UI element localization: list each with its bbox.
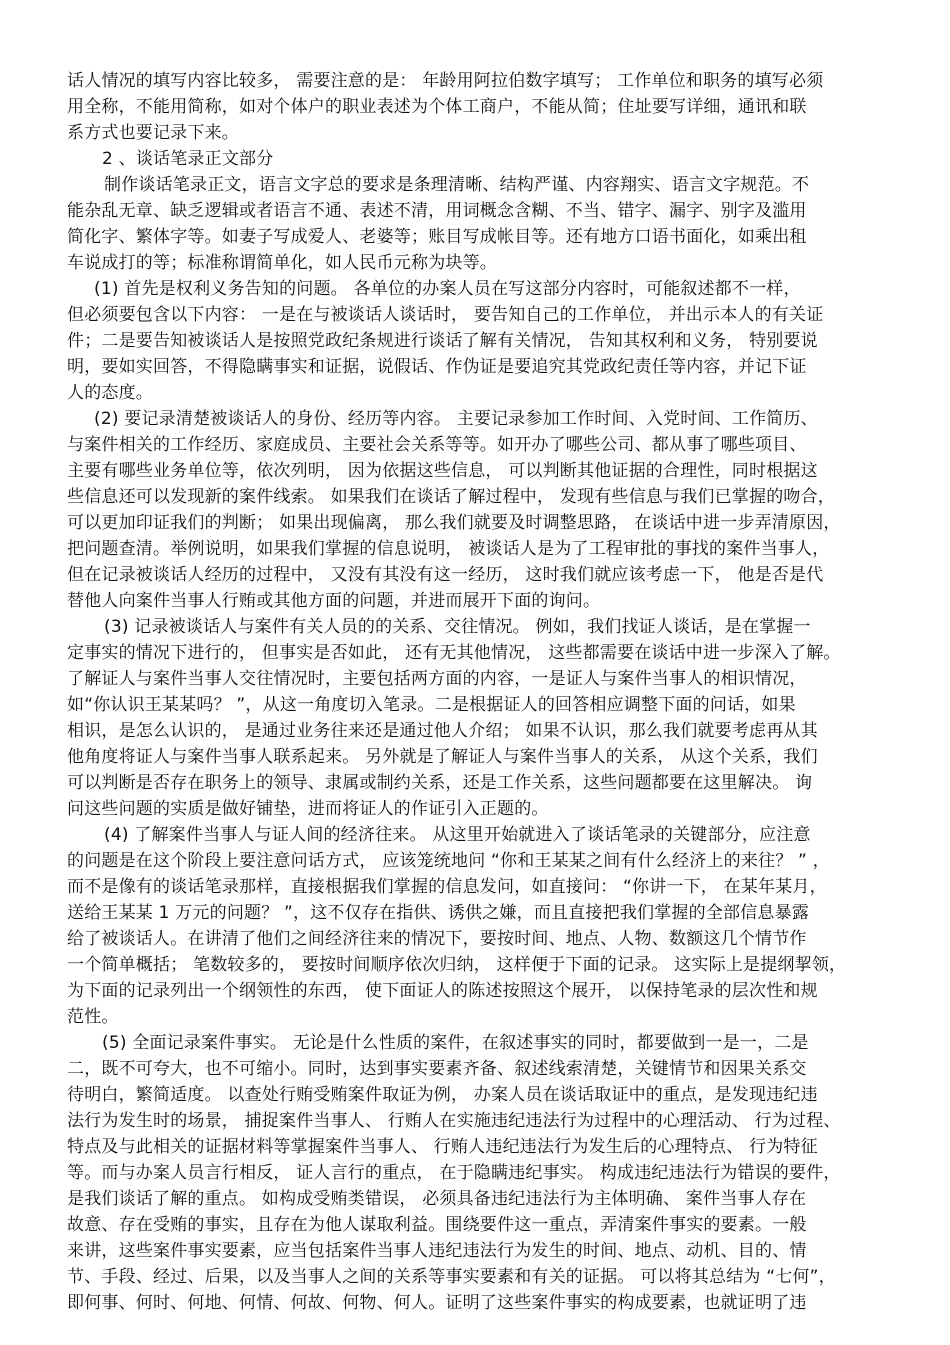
text-line: 能杂乱无章、缺乏逻辑或者语言不通、表述不清，用词概念含糊、不当、错字、漏字、别字及滥用	[67, 201, 807, 221]
text-line: 即何事、何时、何地、何情、何故、何物、何人。证明了这些案件事实的构成要素，也就证明了违	[67, 1293, 807, 1313]
text-line: 的问题是在这个阶段上要注意问话方式， 应该笼统地问 “你和王某某之间有什么经济上的来往？ ” ，	[67, 851, 830, 871]
text-line: 可以判断是否存在职务上的领导、隶属或制约关系，还是工作关系，这些问题都要在这里解决。 询	[67, 773, 813, 793]
text-line: 来讲，这些案件事实要素，应当包括案件当事人违纪违法行为发生的时间、地点、动机、目的、情	[67, 1241, 807, 1261]
text-line: 明，要如实回答，不得隐瞒事实和证据，说假话、作伪证是要追究其党政纪责任等内容，并记下证	[67, 357, 807, 377]
text-line: 简化字、繁体字等。如妻子写成爱人、老婆等；账目写成帐目等。还有地方口语书面化，如乘出租	[67, 227, 807, 247]
text-line: 把问题查清。举例说明，如果我们掌握的信息说明， 被谈话人是为了工程审批的事找的案件当事人，	[67, 539, 830, 559]
text-line: 制作谈话笔录正文，语言文字总的要求是条理清晰、结构严谨、内容翔实、语言文字规范。不	[104, 175, 810, 195]
text-line: 与案件相关的工作经历、家庭成员、主要社会关系等等。如开办了哪些公司、都从事了哪些项目、	[67, 435, 807, 455]
text-line: 等。而与办案人员言行相反， 证人言行的重点， 在于隐瞒违纪事实。 构成违纪违法行为错误的要件，	[67, 1163, 841, 1183]
text-line: 可以更加印证我们的判断； 如果出现偏离， 那么我们就要及时调整思路， 在谈话中进一步弄清原因，	[67, 513, 841, 533]
text-line: (4) 了解案件当事人与证人间的经济往来。 从这里开始就进入了谈话笔录的关键部分，应注意	[104, 825, 811, 845]
text-line: 话人情况的填写内容比较多， 需要注意的是： 年龄用阿拉伯数字填写； 工作单位和职务的填写必须	[67, 71, 824, 91]
text-line: (1) 首先是权利义务告知的问题。 各单位的办案人员在写这部分内容时，可能叙述都不一样，	[94, 279, 801, 299]
text-line: 法行为发生时的场景， 捕捉案件当事人、 行贿人在实施违纪违法行为过程中的心理活动、 行为过程、	[67, 1111, 841, 1131]
text-line: 问这些问题的实质是做好铺垫，进而将证人的作证引入正题的。	[67, 799, 549, 819]
text-line: 范性。	[67, 1007, 119, 1027]
text-line: 用全称，不能用简称，如对个体户的职业表述为个体工商户，不能从简；住址要写详细，通讯和联	[67, 97, 807, 117]
text-line: 而不是像有的谈话笔录那样，直接根据我们掌握的信息发问，如直接问： “你讲一下， 在某年某月，	[67, 877, 827, 897]
text-line: 送给王某某 1 万元的问题？ ”，这不仅存在指供、诱供之嫌，而且直接把我们掌握的全部信息暴露	[67, 903, 810, 923]
text-line: 给了被谈话人。在讲清了他们之间经济往来的情况下，要按时间、地点、人物、数额这几个情节作	[67, 929, 807, 949]
text-line: 替他人向案件当事人行贿或其他方面的问题，并进而展开下面的询问。	[67, 591, 601, 611]
text-line: 如“你认识王某某吗？ ”，从这一角度切入笔录。二是根据证人的回答相应调整下面的问话，如果	[67, 695, 796, 715]
text-line: 相识，是怎么认识的， 是通过业务往来还是通过他人介绍； 如果不认识，那么我们就要考虑再从其	[67, 721, 818, 741]
text-line: 二，既不可夸大，也不可缩小。同时，达到事实要素齐备、叙述线索清楚，关键情节和因果关系交	[67, 1059, 807, 1079]
text-line: 主要有哪些业务单位等，依次列明， 因为依据这些信息， 可以判断其他证据的合理性，同时根据这	[67, 461, 818, 481]
text-line: 待明白，繁简适度。 以查处行贿受贿案件取证为例， 办案人员在谈话取证中的重点，是发现违纪违	[67, 1085, 818, 1105]
text-line: 特点及与此相关的证据材料等掌握案件当事人、 行贿人违纪违法行为发生后的心理特点、 行为特征	[67, 1137, 818, 1157]
text-line: 为下面的记录列出一个纲领性的东西， 使下面证人的陈述按照这个展开， 以保持笔录的层次性和规	[67, 981, 818, 1001]
text-line: 但在记录被谈话人经历的过程中， 又没有其没有这一经历， 这时我们就应该考虑一下， 他是否是代	[67, 565, 824, 585]
text-line: 件；二是要告知被谈话人是按照党政纪条规进行谈话了解有关情况， 告知其权利和义务， 特别要说	[67, 331, 818, 351]
text-line: 车说成打的等；标准称谓简单化，如人民币元称为块等。	[67, 253, 497, 273]
text-line: 些信息还可以发现新的案件线索。 如果我们在谈话了解过程中， 发现有些信息与我们已掌握的吻合，	[67, 487, 836, 507]
text-line: 系方式也要记录下来。	[67, 123, 239, 143]
text-line: 他角度将证人与案件当事人联系起来。 另外就是了解证人与案件当事人的关系， 从这个关系，我们	[67, 747, 818, 767]
text-line: 故意、存在受贿的事实，且存在为他人谋取利益。围绕要件这一重点，弄清案件事实的要素。一般	[67, 1215, 807, 1235]
text-line: 一个简单概括； 笔数较多的， 要按时间顺序依次归纳， 这样便于下面的记录。 这实际上是提纲挈领，	[67, 955, 847, 975]
text-line: (2) 要记录清楚被谈话人的身份、经历等内容。 主要记录参加工作时间、入党时间、工作简历、	[94, 409, 818, 429]
text-line: 定事实的情况下进行的， 但事实是否如此， 还有无其他情况， 这些都需要在谈话中进一步深入了解。	[67, 643, 841, 663]
text-line: 是我们谈话了解的重点。 如构成受贿类错误， 必须具备违纪违法行为主体明确、 案件当事人存在	[67, 1189, 807, 1209]
text-line: (3) 记录被谈话人与案件有关人员的的关系、交往情况。 例如，我们找证人谈话，是在掌握一	[104, 617, 811, 637]
text-line: 人的态度。	[67, 383, 153, 403]
text-line: 了解证人与案件当事人交往情况时，主要包括两方面的内容，一是证人与案件当事人的相识情况，	[67, 669, 807, 689]
text-line: (5) 全面记录案件事实。 无论是什么性质的案件，在叙述事实的同时，都要做到一是一，二是	[102, 1033, 809, 1053]
text-line: 但必须要包含以下内容： 一是在与被谈话人谈话时， 要告知自己的工作单位， 并出示本人的有关证	[67, 305, 824, 325]
section-heading: 2 、谈话笔录正文部分	[102, 149, 274, 169]
text-line: 节、手段、经过、后果，以及当事人之间的关系等事实要素和有关的证据。 可以将其总结为 “七何”，	[67, 1267, 836, 1287]
